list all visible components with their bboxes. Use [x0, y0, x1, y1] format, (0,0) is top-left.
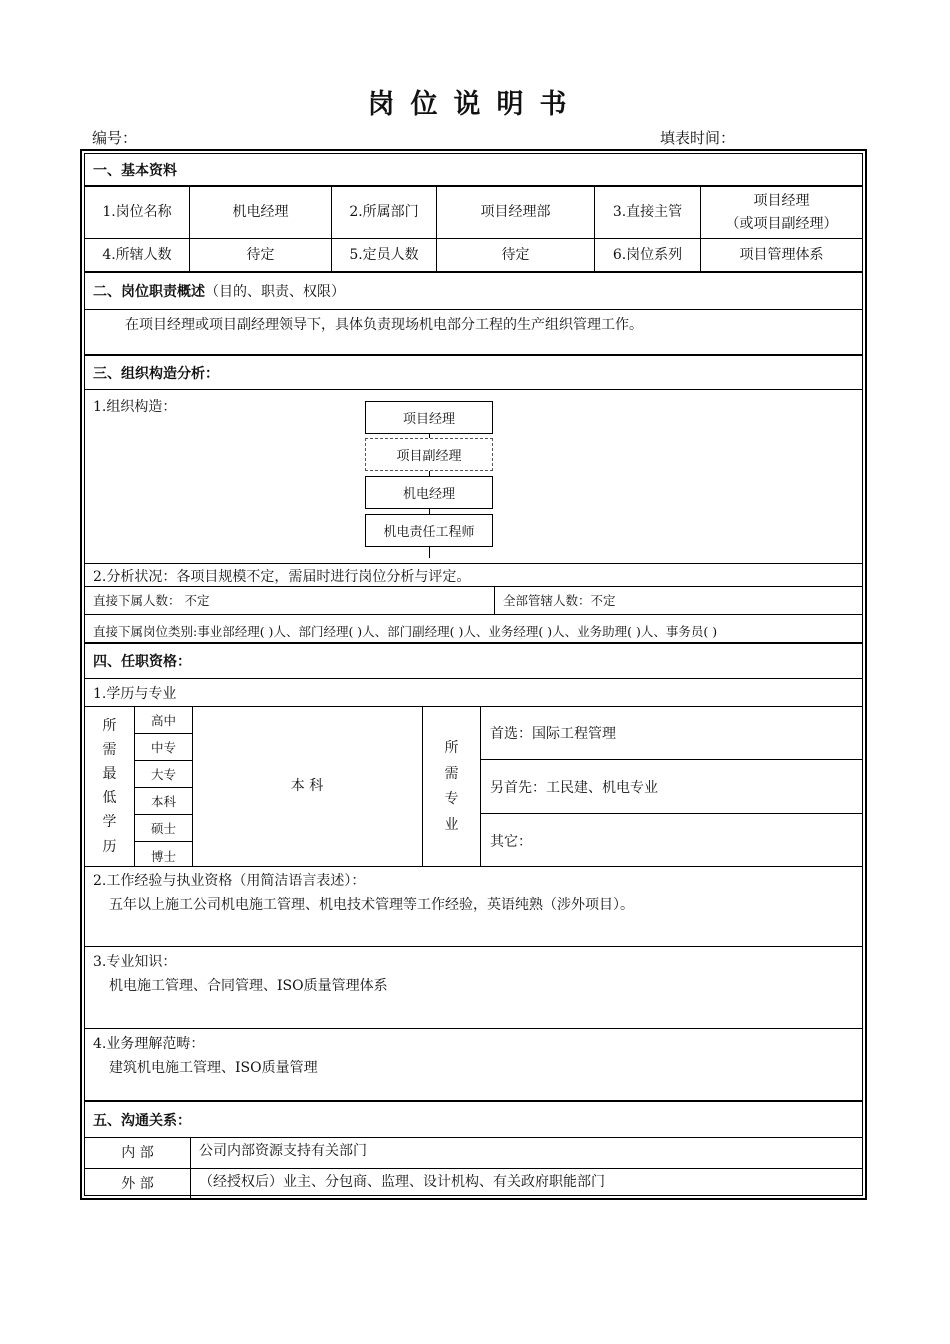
knowledge-label: 3.专业知识：	[93, 954, 177, 970]
supervisor-label: 3.直接主管	[595, 187, 701, 238]
staffing-value: 待定	[437, 239, 595, 271]
education-label-row	[85, 679, 862, 707]
edu-level: 本科	[135, 788, 192, 815]
section2-heading-row	[85, 273, 862, 310]
headcount-label: 4.所辖人数	[85, 239, 190, 271]
major-side-label	[423, 707, 481, 866]
subordinate-types-row	[85, 615, 862, 644]
education-side-label	[85, 707, 135, 866]
subordinate-count-row	[85, 587, 862, 615]
education-levels	[135, 707, 193, 866]
section2-heading-text: 二、岗位职责概述	[93, 284, 205, 300]
edu-level: 博士	[150, 848, 176, 864]
position-name-label: 1.岗位名称	[85, 187, 190, 238]
subordinate-types-text: 直接下属岗位类别:事业部经理( )人、部门经理( )人、部门副经理( )人、业务经理( )人、业务助理( )人、事务员( )	[93, 624, 718, 639]
section3-heading-row	[85, 356, 862, 390]
experience-text: 五年以上施工公司机电施工管理、机电技术管理等工作经验，英语纯熟（涉外项目）。	[109, 897, 634, 913]
date-label: 填表时间：	[660, 129, 736, 147]
duty-summary-text: 在项目经理或项目副经理领导下，具体负责现场机电部分工程的生产组织管理工作。	[125, 317, 643, 333]
org-node-deputy-manager: 项目副经理	[365, 438, 493, 471]
knowledge-row	[85, 947, 862, 1029]
section2-heading	[93, 273, 345, 309]
supervisor-value	[701, 187, 862, 238]
edu-level: 大专	[135, 761, 192, 788]
supervisor-value-line1: 项目经理	[753, 193, 810, 210]
page-title: 岗位说明书	[367, 89, 583, 120]
internal-text: 公司内部资源支持有关部门	[199, 1143, 367, 1159]
department-value: 项目经理部	[437, 187, 595, 238]
section5-heading: 五、沟通关系：	[93, 1112, 191, 1129]
section1-heading-row	[85, 154, 862, 187]
analysis-row	[85, 564, 862, 587]
org-node-mep-engineer: 机电责任工程师	[365, 514, 493, 547]
experience-row	[85, 867, 862, 947]
section2-body	[85, 310, 862, 356]
internal-communication-row	[85, 1138, 862, 1169]
department-label: 2.所属部门	[332, 187, 437, 238]
major-first-choice: 首选：国际工程管理	[481, 707, 862, 760]
total-managed	[495, 587, 862, 614]
education-label: 1.学历与专业	[93, 686, 177, 702]
edu-side-char: 所	[102, 718, 117, 734]
total-managed-text: 全部管辖人数：不定	[503, 592, 616, 608]
section2-heading-note: （目的、职责、权限）	[205, 284, 345, 300]
org-structure-area	[85, 390, 862, 564]
position-name-value: 机电经理	[190, 187, 332, 238]
scope-label: 4.业务理解范畴：	[93, 1036, 205, 1052]
edu-side-char: 需	[102, 742, 117, 759]
position-series-value: 项目管理体系	[739, 246, 824, 263]
major-other: 其它：	[490, 833, 532, 850]
supervisor-value-line2: （或项目副经理）	[725, 215, 838, 232]
edu-side-char: 最	[102, 766, 117, 783]
internal-label: 内 部	[85, 1138, 191, 1168]
scope-text: 建筑机电施工管理、ISO质量管理	[109, 1060, 318, 1076]
knowledge-text: 机电施工管理、合同管理、ISO质量管理体系	[109, 978, 388, 994]
basic-info-row-2	[85, 239, 862, 273]
edu-level: 硕士	[135, 815, 192, 842]
number-label: 编号：	[92, 129, 138, 147]
major-side-char: 专	[444, 791, 459, 808]
job-description-form	[80, 149, 867, 1200]
edu-side-char: 历	[102, 838, 117, 855]
position-series-label: 6.岗位系列	[595, 239, 701, 271]
section4-heading-row	[85, 644, 862, 679]
external-text: （经授权后）业主、分包商、监理、设计机构、有关政府职能部门	[199, 1174, 605, 1190]
section3-heading: 三、组织构造分析：	[93, 365, 219, 382]
org-node-mep-manager: 机电经理	[365, 476, 493, 509]
basic-info-row-1	[85, 187, 862, 239]
org-node-project-manager: 项目经理	[365, 401, 493, 434]
section5-heading-row	[85, 1102, 862, 1138]
edu-side-char: 低	[102, 790, 117, 807]
headcount-value: 待定	[190, 239, 332, 271]
external-label: 外 部	[85, 1169, 191, 1199]
direct-subordinates-text: 直接下属人数： 不定	[93, 592, 210, 608]
education-table	[85, 707, 862, 867]
major-options	[481, 707, 862, 866]
major-side-char: 所	[444, 740, 459, 756]
analysis-text: 2.分析状况：各项目规模不定，需届时进行岗位分析与评定。	[93, 569, 471, 585]
scope-row	[85, 1029, 862, 1102]
education-required-value: 本 科	[192, 707, 423, 866]
section4-heading: 四、任职资格：	[93, 654, 191, 670]
major-side-char: 业	[444, 816, 459, 833]
edu-level: 高中	[135, 707, 192, 734]
experience-label: 2.工作经验与执业资格（用简洁语言表述）：	[93, 873, 366, 889]
major-side-char: 需	[444, 765, 459, 782]
section1-heading: 一、基本资料	[93, 162, 177, 179]
external-communication-row	[85, 1169, 862, 1199]
staffing-label: 5.定员人数	[332, 239, 437, 271]
org-structure-label: 1.组织构造：	[93, 399, 177, 415]
direct-subordinates	[85, 587, 495, 614]
edu-side-char: 学	[102, 814, 117, 831]
edu-level: 中专	[135, 734, 192, 761]
major-second-choice: 另首先：工民建、机电专业	[481, 760, 862, 814]
